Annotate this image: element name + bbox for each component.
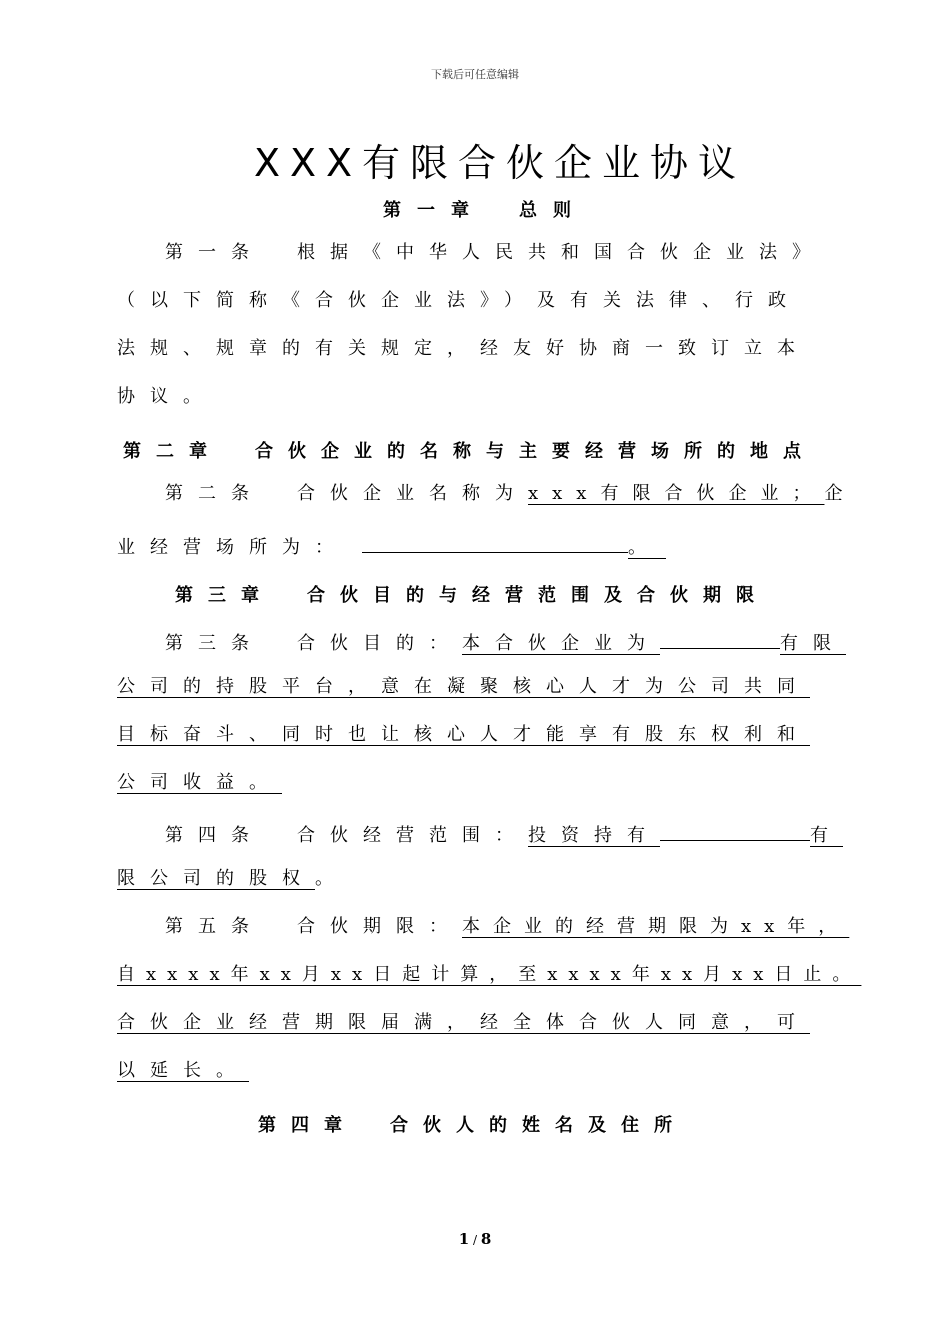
- article-2-suffix: 企: [824, 483, 858, 504]
- article-3-prefix: 第三条 合伙目的：: [165, 633, 462, 654]
- page-number: 1 / 8: [458, 1230, 492, 1248]
- article-3-line-2: 公司的持股平台，意在凝聚核心人才为公司共同: [117, 676, 810, 697]
- article-2-line-1: [165, 485, 857, 503]
- article-4-line-1: [165, 822, 843, 845]
- article-3-line-3: 目标奋斗、同时也让核心人才能享有股东权利和: [117, 724, 810, 745]
- article-5-line-1: [165, 918, 849, 936]
- chapter-3-heading: 第三章 合伙目的与经营范围及合伙期限: [175, 585, 769, 606]
- article-1-line-3: 法规、规章的有关规定，经友好协商一致订立本: [117, 338, 810, 359]
- article-4-line-1-ul: 投资持有: [528, 825, 660, 846]
- article-4-line-2: [117, 870, 348, 888]
- article-1-line-1: 第一条 根据《中华人民共和国合伙企业法》: [165, 242, 825, 263]
- article-5-line-2: 自xxxx年xx月xx日起计算，至xxxx年xx月xx日止。: [117, 964, 862, 985]
- article-3-line-1-ul: 本合伙企业为: [462, 633, 660, 654]
- article-4-line-2-end: 。: [315, 868, 348, 889]
- article-5-line-1-ul: 本企业的经营期限为xx年，: [462, 916, 850, 937]
- article-4-line-2-ul: 限公司的股权: [117, 868, 315, 889]
- article-3-line-1: [165, 630, 846, 653]
- article-3-line-4: 公司收益。: [117, 772, 282, 793]
- total-pages: 8: [480, 1230, 492, 1248]
- article-5-line-3: 合伙企业经营期限届满，经全体合伙人同意，可: [117, 1012, 810, 1033]
- chapter-1-heading: 第一章 总则: [383, 200, 587, 221]
- chapter-2-heading: 第二章 合伙企业的名称与主要经营场所的地点: [123, 441, 816, 462]
- current-page: 1: [458, 1230, 470, 1248]
- article-1-line-2: （以下简称《合伙企业法》）及有关法律、行政: [117, 290, 801, 311]
- company-name-blank-2: [660, 822, 810, 841]
- article-4-line-1-end: 有: [810, 825, 843, 846]
- document-title: XXX有限合伙企业协议: [253, 141, 747, 185]
- article-5-prefix: 第五条 合伙期限：: [165, 916, 462, 937]
- article-2-line-2: [117, 534, 666, 557]
- article-2-line-2-prefix: 业经营场所为：: [117, 537, 348, 558]
- article-2-line-2-end: 。: [628, 537, 666, 558]
- article-4-prefix: 第四条 合伙经营范围：: [165, 825, 528, 846]
- article-3-line-1-end: 有限: [780, 633, 846, 654]
- article-1-line-4: 协议。: [117, 386, 216, 407]
- company-name-blank-1: [660, 630, 780, 649]
- page-header-note: 下载后可任意编辑: [431, 68, 519, 81]
- chapter-4-heading: 第四章 合伙人的姓名及住所: [258, 1115, 687, 1136]
- article-2-prefix: 第二条 合伙企业名称为: [165, 483, 528, 504]
- enterprise-name: xxx有限合伙企业；: [528, 483, 825, 504]
- business-address-blank: [362, 534, 628, 553]
- article-5-line-4: 以延长。: [117, 1060, 249, 1081]
